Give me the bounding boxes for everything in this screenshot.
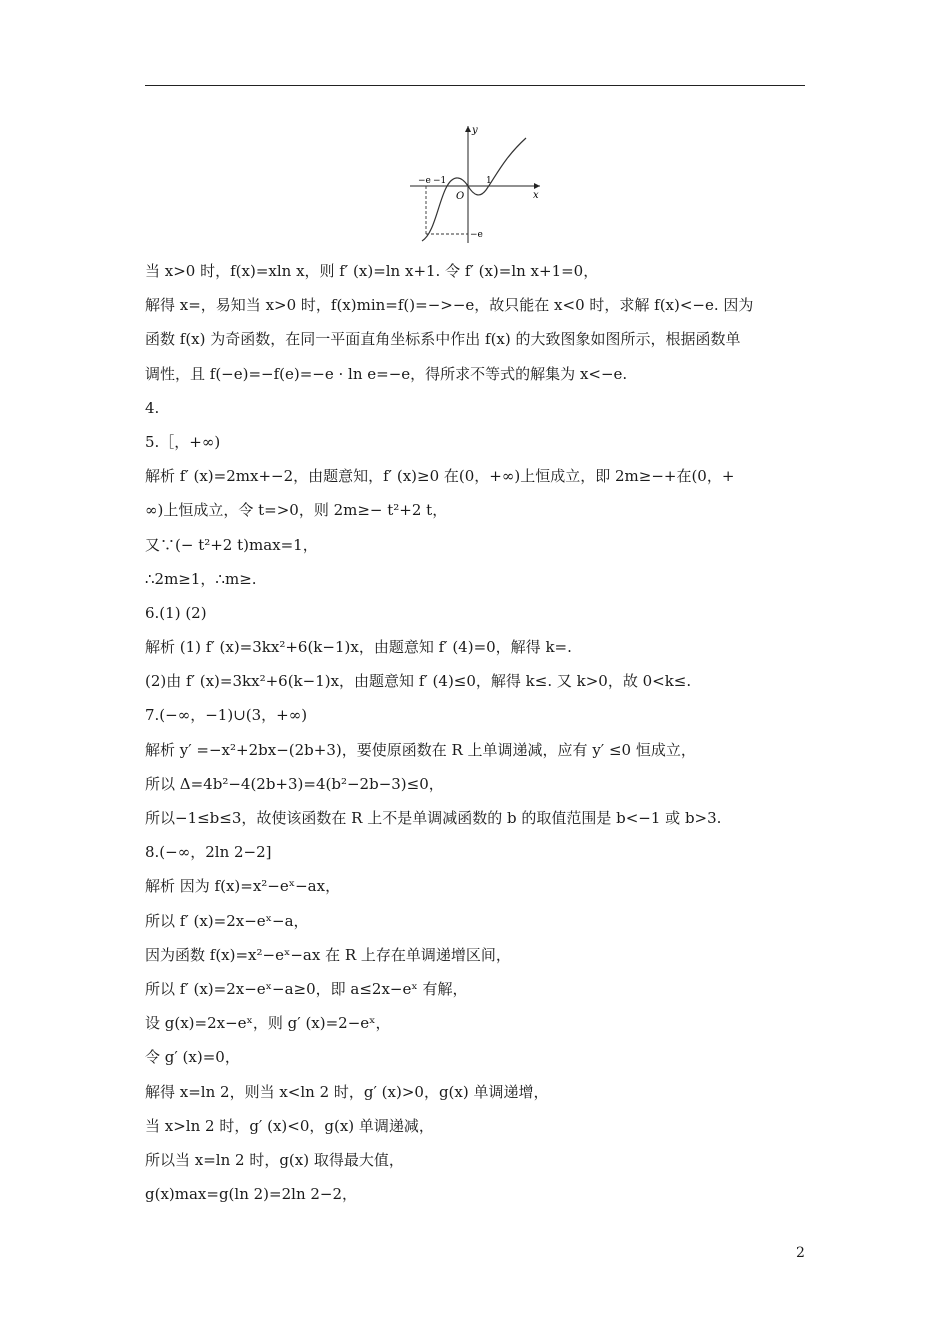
solution-text [145, 254, 815, 1211]
text-line: 当 x>ln 2 时，g′ (x)<0，g(x) 单调递减， [145, 1116, 434, 1135]
tick-label-neg-e: −e [418, 176, 431, 186]
text-line: 令 g′ (x)=0， [145, 1048, 240, 1067]
y-label-neg-e: −e [470, 230, 483, 240]
text-line: 5.［，+∞) [145, 432, 221, 451]
y-axis-label: y [472, 125, 478, 136]
function-curve [422, 138, 526, 241]
text-line: 解析 y′ =−x²+2bx−(2b+3)，要使原函数在 R 上单调递减，应有 y′ ≤0 恒成立， [145, 740, 696, 759]
text-line: ∴2m≥1，∴m≥. [145, 569, 257, 588]
text-line: 解析 f′ (x)=2mx+−2，由题意知，f′ (x)≥0 在(0，+∞)上恒成立，即 2m≥−+在(0，+ [145, 467, 735, 486]
text-line: 所以 f′ (x)=2x−eˣ−a， [145, 911, 309, 930]
text-line: 8.(−∞，2ln 2−2] [145, 843, 272, 862]
tick-label-neg-1: −1 [433, 176, 447, 186]
text-line: 因为函数 f(x)=x²−eˣ−ax 在 R 上存在单调递增区间， [145, 945, 511, 964]
x-axis-label: x [533, 190, 539, 201]
text-line: 所以当 x=ln 2 时，g(x) 取得最大值， [145, 1150, 404, 1169]
y-axis-arrow [465, 126, 471, 132]
text-line: 当 x>0 时，f(x)=xln x，则 f′ (x)=ln x+1. 令 f′ (x)=ln x+1=0， [145, 262, 599, 280]
text-line: 解析 因为 f(x)=x²−eˣ−ax， [145, 877, 341, 896]
text-line: g(x)max=g(ln 2)=2ln 2−2， [145, 1185, 358, 1204]
text-line: 所以 Δ=4b²−4(2b+3)=4(b²−2b−3)≤0， [145, 774, 444, 793]
function-graph [400, 118, 550, 248]
text-line: 函数 f(x) 为奇函数，在同一平面直角坐标系中作出 f(x) 的大致图象如图所示，根据函数单 [145, 330, 741, 349]
text-line: 又∵(− t²+2 t)max=1， [145, 535, 318, 554]
text-line: 调性，且 f(−e)=−f(e)=−e · ln e=−e，得所求不等式的解集为 x<−e. [145, 364, 628, 383]
origin-label: O [456, 191, 465, 202]
text-line: ∞)上恒成立，令 t=>0，则 2m≥− t²+2 t， [145, 501, 448, 520]
text-line: 6.(1) (2) [145, 603, 207, 622]
text-line: 4. [145, 398, 160, 417]
text-line: 解得 x=ln 2，则当 x<ln 2 时，g′ (x)>0，g(x) 单调递增， [145, 1082, 549, 1101]
x-axis-arrow [534, 183, 540, 189]
header-rule [145, 85, 805, 86]
text-line: 设 g(x)=2x−eˣ，则 g′ (x)=2−eˣ， [145, 1014, 391, 1033]
text-line: 解得 x=，易知当 x>0 时，f(x)min=f()=−>−e，故只能在 x<0 时，求解 f(x)<−e. 因为 [145, 296, 754, 315]
text-line: 所以−1≤b≤3，故使该函数在 R 上不是单调减函数的 b 的取值范围是 b<−1 或 b>3. [145, 809, 722, 827]
text-line: 解析 (1) f′ (x)=3kx²+6(k−1)x，由题意知 f′ (4)=0，解得 k=. [145, 638, 572, 657]
text-line: 所以 f′ (x)=2x−eˣ−a≥0，即 a≤2x−eˣ 有解， [145, 979, 468, 998]
page-number: 2 [796, 1245, 805, 1261]
tick-label-1: 1 [486, 176, 492, 186]
text-line: 7.(−∞，−1)∪(3，+∞) [145, 706, 308, 725]
function-graph-figure [400, 118, 550, 248]
text-line: (2)由 f′ (x)=3kx²+6(k−1)x，由题意知 f′ (4)≤0，解得 k≤. 又 k>0，故 0<k≤. [145, 672, 692, 691]
